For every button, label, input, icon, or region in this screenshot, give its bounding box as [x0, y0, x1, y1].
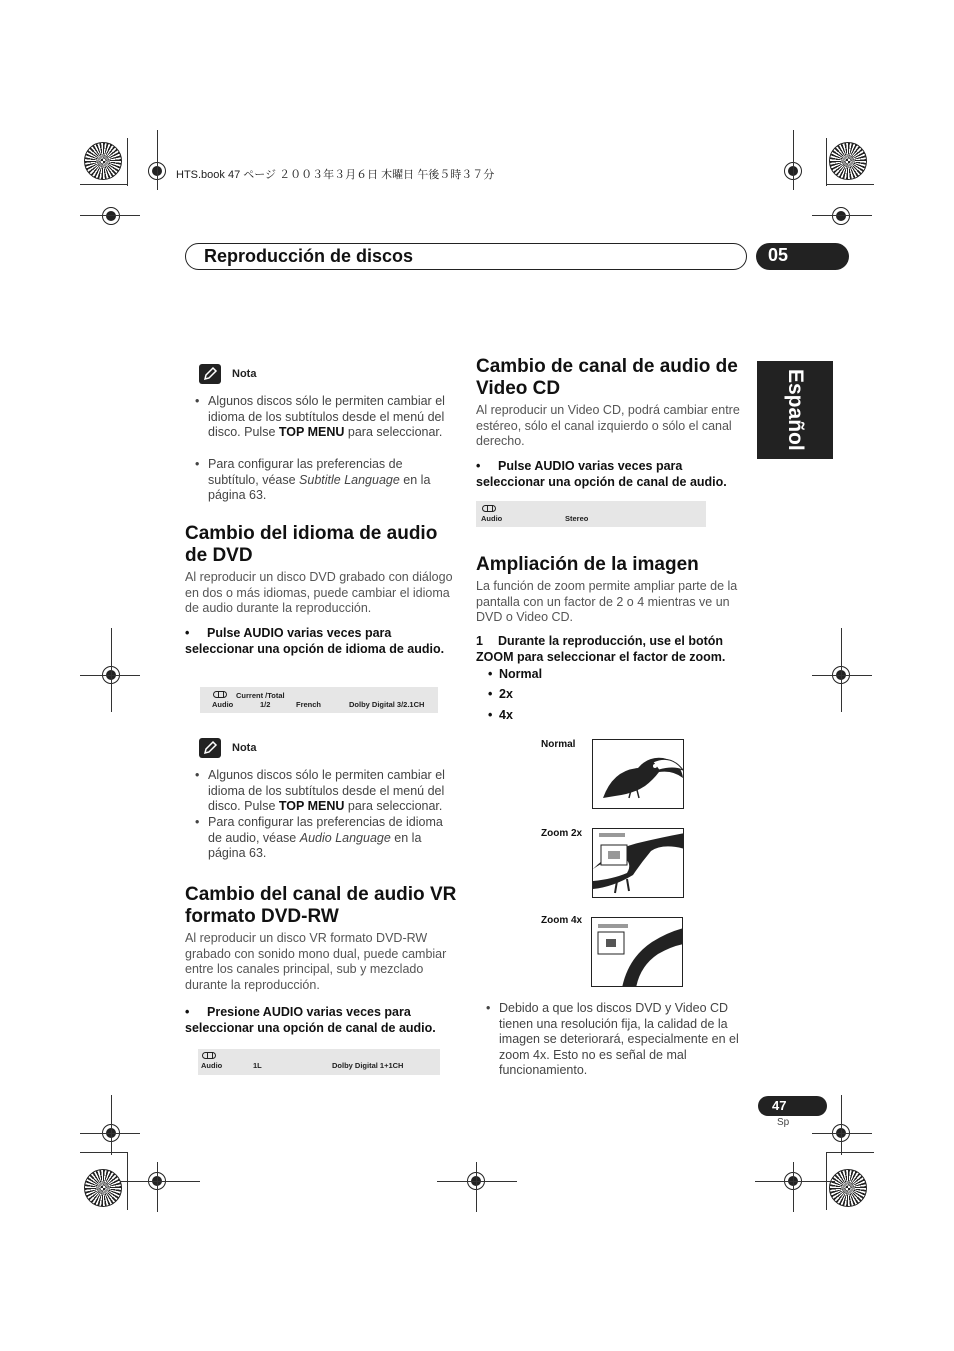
note-pencil-icon — [199, 364, 221, 384]
audio-osd-display: Audio 1L Dolby Digital 1+1CH — [198, 1049, 440, 1075]
note-pencil-icon — [199, 738, 221, 758]
audio-disc-icon — [482, 505, 496, 512]
page-number: 47 — [772, 1098, 787, 1113]
chapter-number: 05 — [768, 245, 789, 265]
section-title: Cambio del canal de audio VR formato DVD-RW — [185, 884, 457, 927]
page-language-code: Sp — [777, 1117, 790, 1128]
zoom-note: • Debido a que los discos DVD y Video CD tienen una resolución fija, la calidad de la imagen se deteriorará, especialmente en el zoom 4x. Esto no es señal de mal funcionamiento. — [486, 1001, 739, 1077]
note-label: Nota — [232, 368, 257, 380]
note-item: • Para configurar las preferencias de idioma de audio, véase Audio Language en la página 63. — [195, 815, 443, 860]
note-label: Nota — [232, 742, 257, 754]
registration-crosshair-icon — [102, 207, 120, 225]
audio-osd-display: Audio Stereo — [476, 501, 706, 527]
language-tab — [757, 361, 833, 459]
note-item: • Algunos discos sólo le permiten cambiar el idioma de los subtítulos desde el menú del disco. Pulse TOP MENU para seleccionar. — [195, 768, 445, 813]
audio-disc-icon — [202, 1052, 216, 1059]
note-item: • Para configurar las preferencias de subtítulo, véase Subtitle Language en la página 63. — [195, 457, 431, 502]
zoom-option: • Normal — [488, 667, 543, 681]
registration-starburst-icon — [84, 142, 122, 180]
registration-starburst-icon — [829, 142, 867, 180]
chapter-badge — [756, 243, 849, 270]
step-instruction: • Pulse AUDIO varias veces para seleccionar una opción de canal de audio. — [476, 459, 727, 489]
section-title: Ampliación de la imagen — [476, 554, 699, 575]
zoom-2x-illustration — [592, 828, 684, 898]
registration-crosshair-icon — [832, 207, 850, 225]
section-body: Al reproducir un Video CD, podrá cambiar entre estéreo, sólo el canal izquierdo o sólo el canal derecho. — [476, 403, 740, 448]
zoom-option: • 4x — [488, 708, 513, 722]
section-body: Al reproducir un disco DVD grabado con diálogo en dos o más idiomas, puede cambiar el idioma de audio durante la reproducción. — [185, 570, 453, 615]
step-instruction: • Pulse AUDIO varias veces para seleccionar una opción de idioma de audio. — [185, 626, 445, 656]
section-header — [185, 243, 747, 270]
audio-disc-icon — [213, 691, 227, 698]
audio-osd-display: Current /Total Audio 1/2 French Dolby Digital 3/2.1CH — [200, 687, 438, 713]
zoom-4x-illustration — [591, 917, 683, 987]
section-title: Cambio de canal de audio de Video CD — [476, 356, 738, 399]
section-body: Al reproducir un disco VR formato DVD-RW grabado con sonido mono dual, puede cambiar entre los canales principal, sub y mezclado durante la reproducción. — [185, 931, 447, 992]
section-body: La función de zoom permite ampliar parte de la pantalla con un factor de 2 o 4 mientras ve un DVD o Video CD. — [476, 579, 738, 624]
page-number-badge — [758, 1096, 827, 1116]
header-title: Reproducción de discos — [204, 246, 414, 266]
section-title: Cambio del idioma de audio de DVD — [185, 523, 438, 566]
zoom-option: • 2x — [488, 687, 513, 701]
zoom-label: Zoom 4x — [541, 915, 583, 926]
note-item: • Algunos discos sólo le permiten cambiar el idioma de los subtítulos desde el menú del disco. Pulse TOP MENU para seleccionar. — [195, 394, 445, 439]
zoom-label: Normal — [541, 739, 576, 750]
zoom-normal-illustration — [592, 739, 684, 809]
registration-starburst-icon — [84, 1169, 122, 1207]
step-instruction: 1 Durante la reproducción, use el botón ZOOM para seleccionar el factor de zoom. — [476, 634, 726, 664]
registration-starburst-icon — [829, 1169, 867, 1207]
zoom-label: Zoom 2x — [541, 828, 583, 839]
file-header: HTS.book 47 ページ ２００３年３月６日 木曜日 午後５時３７分 — [176, 169, 495, 181]
language-tab-label: Español — [784, 369, 807, 451]
step-instruction: • Presione AUDIO varias veces para seleccionar una opción de canal de audio. — [185, 1005, 436, 1035]
